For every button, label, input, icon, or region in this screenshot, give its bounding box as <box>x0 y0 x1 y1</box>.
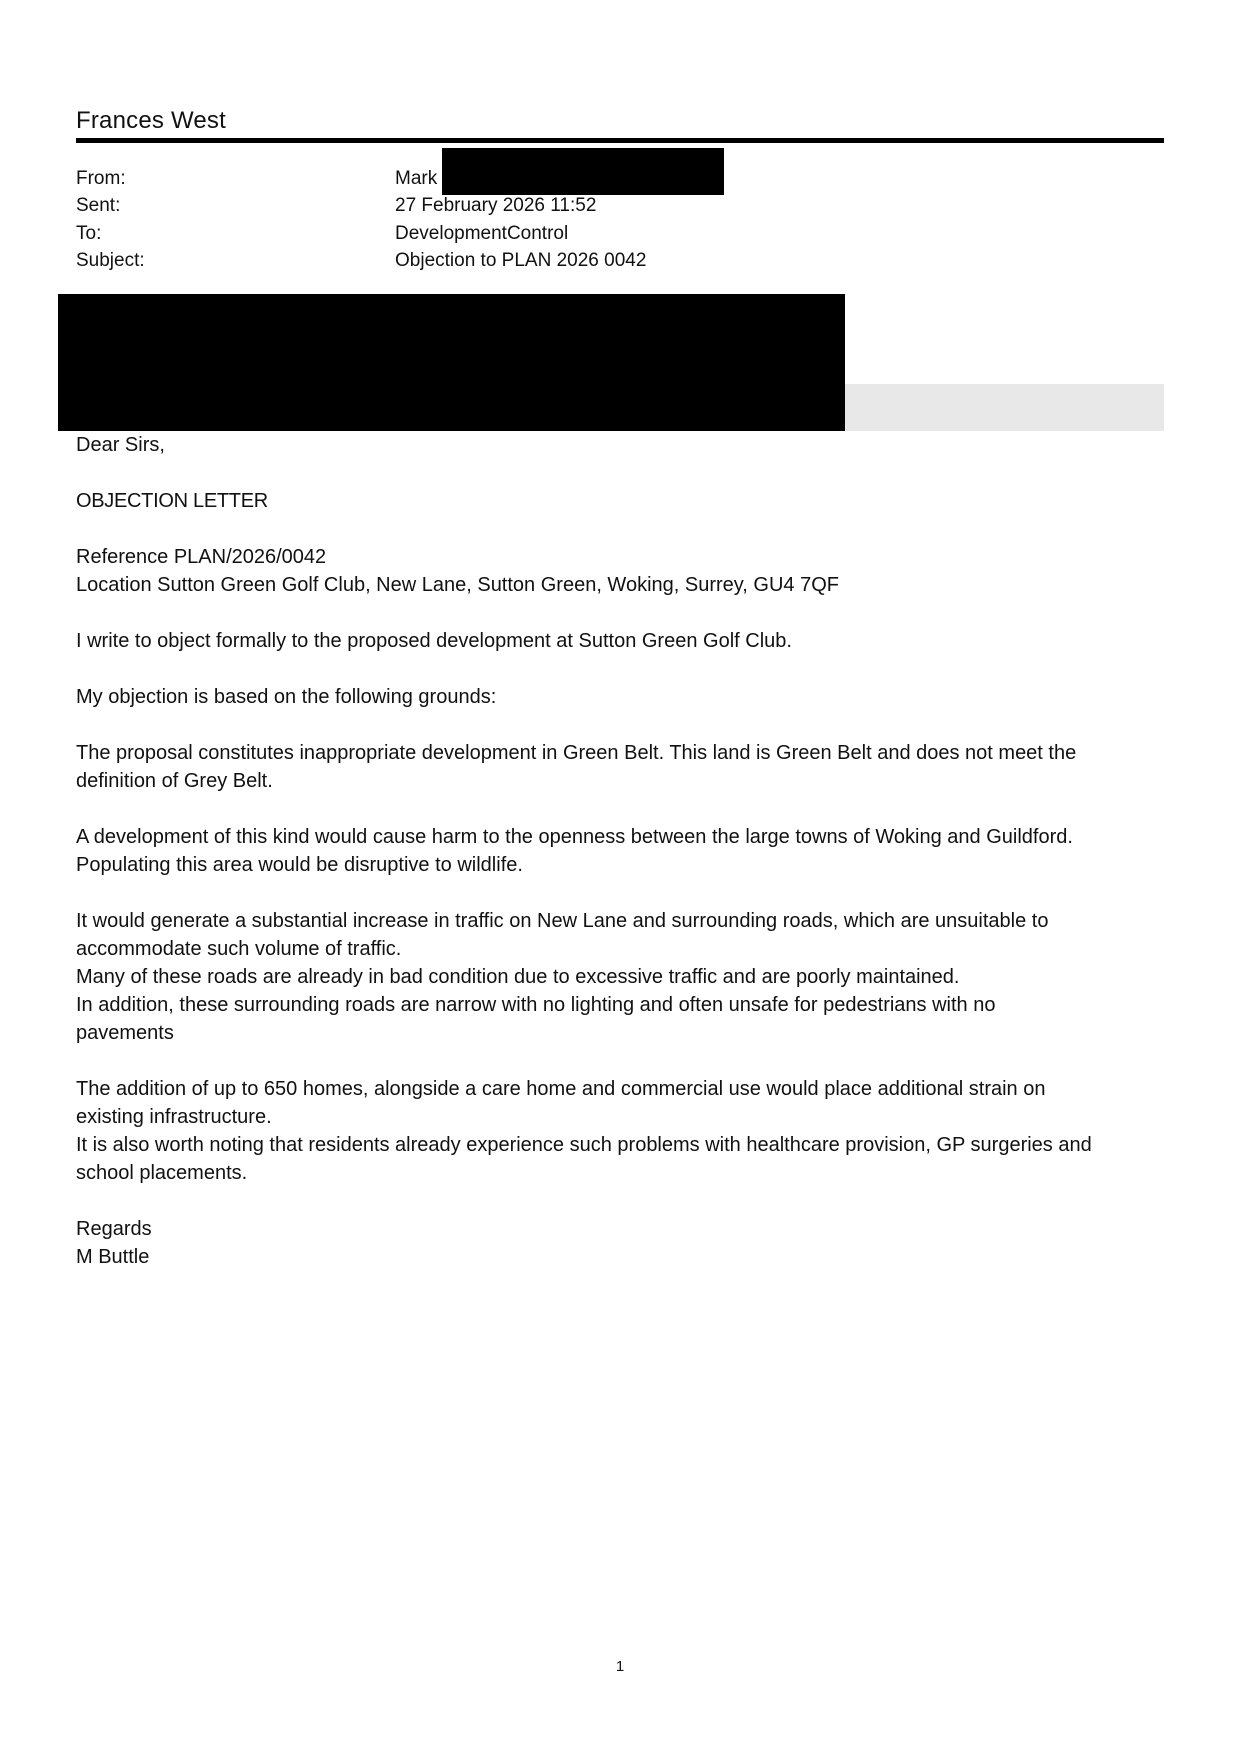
reference-block <box>76 543 1166 599</box>
subject-label: Subject: <box>76 250 145 272</box>
green-belt-paragraph: The proposal constitutes inappropriate development in Green Belt. This land is Green Belt and does not meet the definition of Grey Belt. <box>76 742 1077 792</box>
redaction-block <box>58 294 845 431</box>
closing-line: Regards <box>76 1218 152 1240</box>
signature-line: M Buttle <box>76 1246 150 1268</box>
page-number: 1 <box>615 1658 625 1675</box>
from-value: Mark <box>395 167 438 189</box>
infrastructure-paragraph: The addition of up to 650 homes, alongside a care home and commercial use would place additional strain on existing infrastructure. It is also worth noting that residents already experience such problems with healthcare provision, GP surgeries and school placements. <box>76 1078 1092 1184</box>
intro-paragraph: I write to object formally to the proposed development at Sutton Green Golf Club. <box>76 630 792 652</box>
traffic-paragraph: It would generate a substantial increase in traffic on New Lane and surrounding roads, which are unsuitable to accommodate such volume of traffic. Many of these roads are already in bad condition due to excessive traffic and are poorly maintained. In addition, these surrounding roads are narrow with no lighting and often unsafe for pedestrians with no pavements <box>76 910 1049 1044</box>
grey-banner-strip <box>845 384 1164 431</box>
grounds-intro-paragraph: My objection is based on the following grounds: <box>76 686 497 708</box>
header-divider <box>76 138 1164 143</box>
sent-value: 27 February 2026 11:52 <box>395 195 597 217</box>
letter-heading: OBJECTION LETTER <box>76 490 268 512</box>
to-value: DevelopmentControl <box>395 222 569 244</box>
meta-row-sent <box>76 193 646 221</box>
from-label: From: <box>76 167 126 189</box>
location-line: Location Sutton Green Golf Club, New Lane, Sutton Green, Woking, Surrey, GU4 7QF <box>76 574 839 596</box>
to-label: To: <box>76 222 102 244</box>
sent-label: Sent: <box>76 195 121 217</box>
greeting: Dear Sirs, <box>76 434 165 456</box>
redaction-sender-address <box>442 148 724 195</box>
subject-value: Objection to PLAN 2026 0042 <box>395 250 647 272</box>
meta-row-subject <box>76 248 646 276</box>
meta-row-to <box>76 220 646 248</box>
sign-off-block <box>76 1215 1166 1271</box>
letter-body <box>76 431 1166 1271</box>
openness-paragraph: A development of this kind would cause harm to the openness between the large towns of Woking and Guildford. Populating this area would be disruptive to wildlife. <box>76 826 1073 876</box>
reference-line: Reference PLAN/2026/0042 <box>76 546 327 568</box>
document-owner-name: Frances West <box>76 107 226 134</box>
